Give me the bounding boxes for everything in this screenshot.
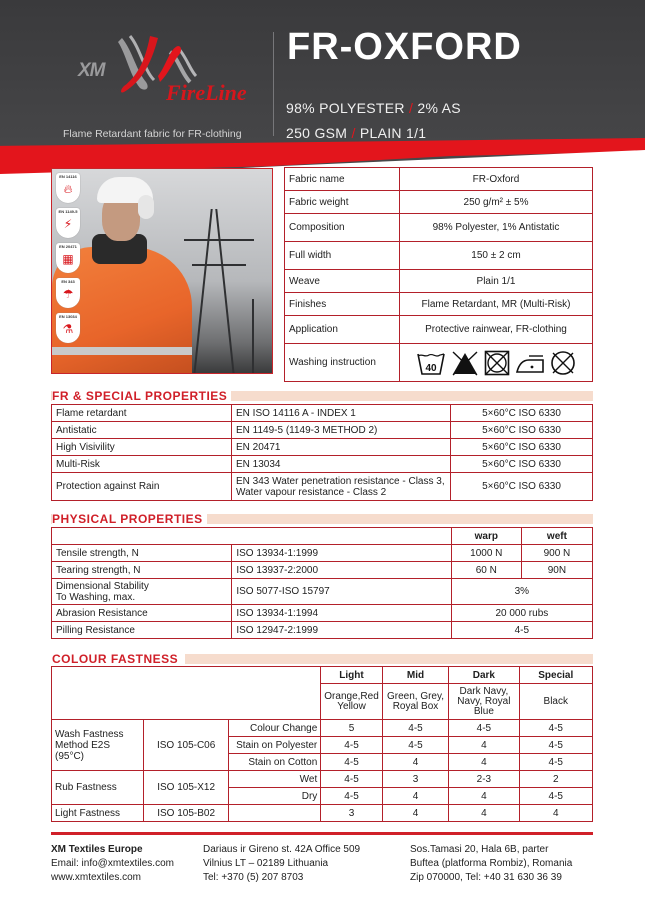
section-title: FR & SPECIAL PROPERTIES xyxy=(52,389,231,403)
sub-test-blank xyxy=(229,805,321,822)
address-line: Dariaus ir Gireno st. 42A Office 509 xyxy=(203,844,361,855)
table-row xyxy=(52,622,593,639)
table-row xyxy=(52,720,593,737)
row-value: Plain 1/1 xyxy=(400,270,593,293)
table-row xyxy=(52,605,593,622)
grade: 2-3 xyxy=(449,771,519,788)
no-dry-clean-icon xyxy=(550,350,576,376)
footer-company xyxy=(51,843,174,885)
grade: 4 xyxy=(449,788,519,805)
address-line: Sos.Tamasi 20, Hala 6B, parter xyxy=(410,844,549,855)
section-title: PHYSICAL PROPERTIES xyxy=(52,512,207,526)
grade: 4-5 xyxy=(519,720,592,737)
row-label: Fabric weight xyxy=(285,191,400,214)
pylon-arm xyxy=(184,239,254,241)
row-label: Weave xyxy=(285,270,400,293)
table-row xyxy=(285,293,593,316)
hi-vis-jacket-icon: ▦ xyxy=(62,252,74,266)
row-value: 250 g/m² ± 5% xyxy=(400,191,593,214)
logo-fireline-text: FireLine xyxy=(166,80,247,105)
group-dark: Dark xyxy=(449,667,519,684)
row-value: Protective rainwear, FR-clothing xyxy=(400,316,593,344)
grade: 4 xyxy=(449,737,519,754)
standard: EN 20471 xyxy=(232,439,451,456)
standard-line: EN 343 Water penetration resistance - Class 3, xyxy=(236,475,445,487)
table-row xyxy=(52,473,593,501)
header-divider xyxy=(273,32,274,136)
table-row xyxy=(52,405,593,422)
grade: 4-5 xyxy=(321,788,382,805)
spec-separator: / xyxy=(351,125,356,141)
row-label: Washing instruction xyxy=(285,344,400,382)
badge-en14116: EN 14116 🔥︎ xyxy=(56,173,80,203)
badge-en20471: EN 20471 ▦ xyxy=(56,243,80,273)
standard: ISO 13934-1:1999 xyxy=(232,545,451,562)
product-photo xyxy=(51,168,273,374)
fireline-logo xyxy=(74,30,264,110)
property: Tensile strength, N xyxy=(52,545,232,562)
spec-gsm: 250 GSM xyxy=(286,125,348,141)
row-value: FR-Oxford xyxy=(400,168,593,191)
pylon-graphic xyxy=(252,299,254,374)
table-row xyxy=(285,270,593,293)
test-name: Wash Fastness Method E2S (95°C) xyxy=(52,720,144,771)
table-row xyxy=(285,242,593,270)
standard xyxy=(232,473,451,501)
property: Pilling Resistance xyxy=(52,622,232,639)
row-label: Application xyxy=(285,316,400,344)
property: High Visivility xyxy=(52,439,232,456)
table-header-row xyxy=(52,528,593,545)
group-header-row xyxy=(52,667,593,684)
weft-value: 90N xyxy=(521,562,592,579)
standard: ISO 13934-1:1994 xyxy=(232,605,451,622)
weight-weave-summary xyxy=(286,125,426,141)
sub-test: Colour Change xyxy=(229,720,321,737)
pylon-graphic xyxy=(215,209,234,374)
spec-as: 2% AS xyxy=(417,100,461,116)
standard: EN 1149-5 (1149-3 METHOD 2) xyxy=(232,422,451,439)
certification-badges xyxy=(56,173,82,348)
table-row xyxy=(52,545,593,562)
standard-line: Water vapour resistance - Class 2 xyxy=(236,486,387,498)
antistatic-icon: ⚡︎ xyxy=(63,217,73,231)
group-mid: Mid xyxy=(382,667,448,684)
table-row xyxy=(285,316,593,344)
table-row xyxy=(285,168,593,191)
warp-value: 60 N xyxy=(451,562,521,579)
section-title: COLOUR FASTNESS xyxy=(52,652,182,666)
care-symbols-cell xyxy=(400,344,593,382)
property xyxy=(52,579,232,605)
flame-icon: 🔥︎ xyxy=(63,182,73,196)
table-row xyxy=(52,771,593,788)
table-row xyxy=(52,439,593,456)
property-line: To Washing, max. xyxy=(56,591,136,603)
earmuff xyxy=(138,195,154,219)
heading-bar xyxy=(185,654,593,664)
svg-text:40: 40 xyxy=(425,362,437,374)
grade: 4-5 xyxy=(449,720,519,737)
row-value: Flame Retardant, MR (Multi-Risk) xyxy=(400,293,593,316)
row-label: Full width xyxy=(285,242,400,270)
grade: 4-5 xyxy=(519,788,592,805)
standard: EN ISO 14116 A - INDEX 1 xyxy=(232,405,451,422)
spec-polyester: 98% POLYESTER xyxy=(286,100,405,116)
badge-en13034: EN 13034 ⚗ xyxy=(56,313,80,343)
test-method: 5×60°C ISO 6330 xyxy=(451,456,593,473)
company-name: XM Textiles Europe xyxy=(51,844,143,855)
group-special: Special xyxy=(519,667,592,684)
weft-value: 900 N xyxy=(521,545,592,562)
badge-en1149: EN 1149-5 ⚡︎ xyxy=(56,208,80,238)
standard: ISO 12947-2:1999 xyxy=(232,622,451,639)
chemical-icon: ⚗ xyxy=(62,322,74,336)
footer-address-romania xyxy=(410,843,572,885)
row-value: 98% Polyester, 1% Antistatic xyxy=(400,214,593,242)
product-title: FR-OXFORD xyxy=(287,26,522,68)
grade: 4 xyxy=(519,805,592,822)
table-row xyxy=(52,805,593,822)
property: Antistatic xyxy=(52,422,232,439)
table-row xyxy=(285,344,593,382)
fr-special-table xyxy=(51,404,593,501)
pylon-arm xyxy=(192,264,246,266)
row-label: Finishes xyxy=(285,293,400,316)
grade: 4-5 xyxy=(519,737,592,754)
spec-weave: PLAIN 1/1 xyxy=(359,125,427,141)
no-bleach-icon xyxy=(451,350,479,376)
no-tumble-dry-icon xyxy=(484,350,510,376)
colours-dark: Dark Navy, Navy, Royal Blue xyxy=(449,684,519,720)
badge-en343: EN 343 ☂ xyxy=(56,278,80,308)
grade: 4-5 xyxy=(321,737,382,754)
grade: 5 xyxy=(321,720,382,737)
warp-value: 1000 N xyxy=(451,545,521,562)
logo-xm-text: XM xyxy=(78,60,105,81)
sub-test: Stain on Polyester xyxy=(229,737,321,754)
table-row xyxy=(52,422,593,439)
colour-fastness-heading xyxy=(51,653,593,666)
sub-test: Stain on Cotton xyxy=(229,754,321,771)
grade: 4 xyxy=(449,754,519,771)
sub-test: Wet xyxy=(229,771,321,788)
table-row xyxy=(52,579,593,605)
test-name: Light Fastness xyxy=(52,805,144,822)
fr-special-heading xyxy=(51,390,593,403)
property: Abrasion Resistance xyxy=(52,605,232,622)
table-row xyxy=(52,562,593,579)
pylon-graphic xyxy=(193,209,212,374)
grade: 3 xyxy=(382,771,448,788)
test-standard: ISO 105-C06 xyxy=(144,720,229,771)
property: Tearing strength, N xyxy=(52,562,232,579)
test-standard: ISO 105-X12 xyxy=(144,771,229,805)
company-email[interactable]: Email: info@xmtextiles.com xyxy=(51,858,174,869)
group-light: Light xyxy=(321,667,382,684)
footer-divider xyxy=(51,832,593,835)
standard: ISO 13937-2:2000 xyxy=(232,562,451,579)
wash-40-icon xyxy=(416,350,446,376)
property-line: Dimensional Stability xyxy=(56,580,149,592)
address-phone: Zip 070000, Tel: +40 31 630 36 39 xyxy=(410,872,562,883)
grade: 4-5 xyxy=(382,720,448,737)
test-method: 5×60°C ISO 6330 xyxy=(451,405,593,422)
footer-address-lithuania xyxy=(203,843,360,885)
col-warp: warp xyxy=(451,528,521,545)
grade: 4-5 xyxy=(321,754,382,771)
grade: 4 xyxy=(382,805,448,822)
iron-low-icon xyxy=(515,350,545,376)
composition-summary xyxy=(286,100,461,116)
col-weft: weft xyxy=(521,528,592,545)
tagline: Flame Retardant fabric for FR-clothing xyxy=(63,128,242,140)
address-line: Buftea (platforma Rombiz), Romania xyxy=(410,858,573,869)
row-value: 150 ± 2 cm xyxy=(400,242,593,270)
company-website[interactable]: www.xmtextiles.com xyxy=(51,872,142,883)
sub-test: Dry xyxy=(229,788,321,805)
physical-heading xyxy=(51,513,593,526)
test-name: Rub Fastness xyxy=(52,771,144,805)
care-symbols xyxy=(404,350,588,376)
test-method: 5×60°C ISO 6330 xyxy=(451,422,593,439)
colour-fastness-table xyxy=(51,666,593,822)
value: 20 000 rubs xyxy=(451,605,592,622)
test-method: 5×60°C ISO 6330 xyxy=(451,439,593,456)
test-standard: ISO 105-B02 xyxy=(144,805,229,822)
value: 4-5 xyxy=(451,622,592,639)
grade: 4-5 xyxy=(519,754,592,771)
spec-separator: / xyxy=(409,100,414,116)
table-row xyxy=(52,456,593,473)
blank-header xyxy=(52,528,452,545)
reflective-band xyxy=(52,347,192,355)
grade: 4-5 xyxy=(321,771,382,788)
grade: 4 xyxy=(449,805,519,822)
row-label: Composition xyxy=(285,214,400,242)
standard: EN 13034 xyxy=(232,456,451,473)
colours-mid: Green, Grey, Royal Box xyxy=(382,684,448,720)
grade: 3 xyxy=(321,805,382,822)
address-line: Vilnius LT – 02189 Lithuania xyxy=(203,858,329,869)
blank-header xyxy=(52,667,321,720)
colours-special: Black xyxy=(519,684,592,720)
value: 3% xyxy=(451,579,592,605)
table-row xyxy=(285,191,593,214)
grade: 4-5 xyxy=(382,737,448,754)
row-label: Fabric name xyxy=(285,168,400,191)
physical-table xyxy=(51,527,593,639)
fabric-info-table xyxy=(284,167,593,382)
rain-icon: ☂ xyxy=(62,287,74,301)
colours-light: Orange,Red Yellow xyxy=(321,684,382,720)
grade: 2 xyxy=(519,771,592,788)
property: Flame retardant xyxy=(52,405,232,422)
address-phone: Tel: +370 (5) 207 8703 xyxy=(203,872,304,883)
grade: 4 xyxy=(382,754,448,771)
standard: ISO 5077-ISO 15797 xyxy=(232,579,451,605)
grade: 4 xyxy=(382,788,448,805)
test-method: 5×60°C ISO 6330 xyxy=(451,473,593,501)
table-row xyxy=(285,214,593,242)
property: Multi-Risk xyxy=(52,456,232,473)
property: Protection against Rain xyxy=(52,473,232,501)
